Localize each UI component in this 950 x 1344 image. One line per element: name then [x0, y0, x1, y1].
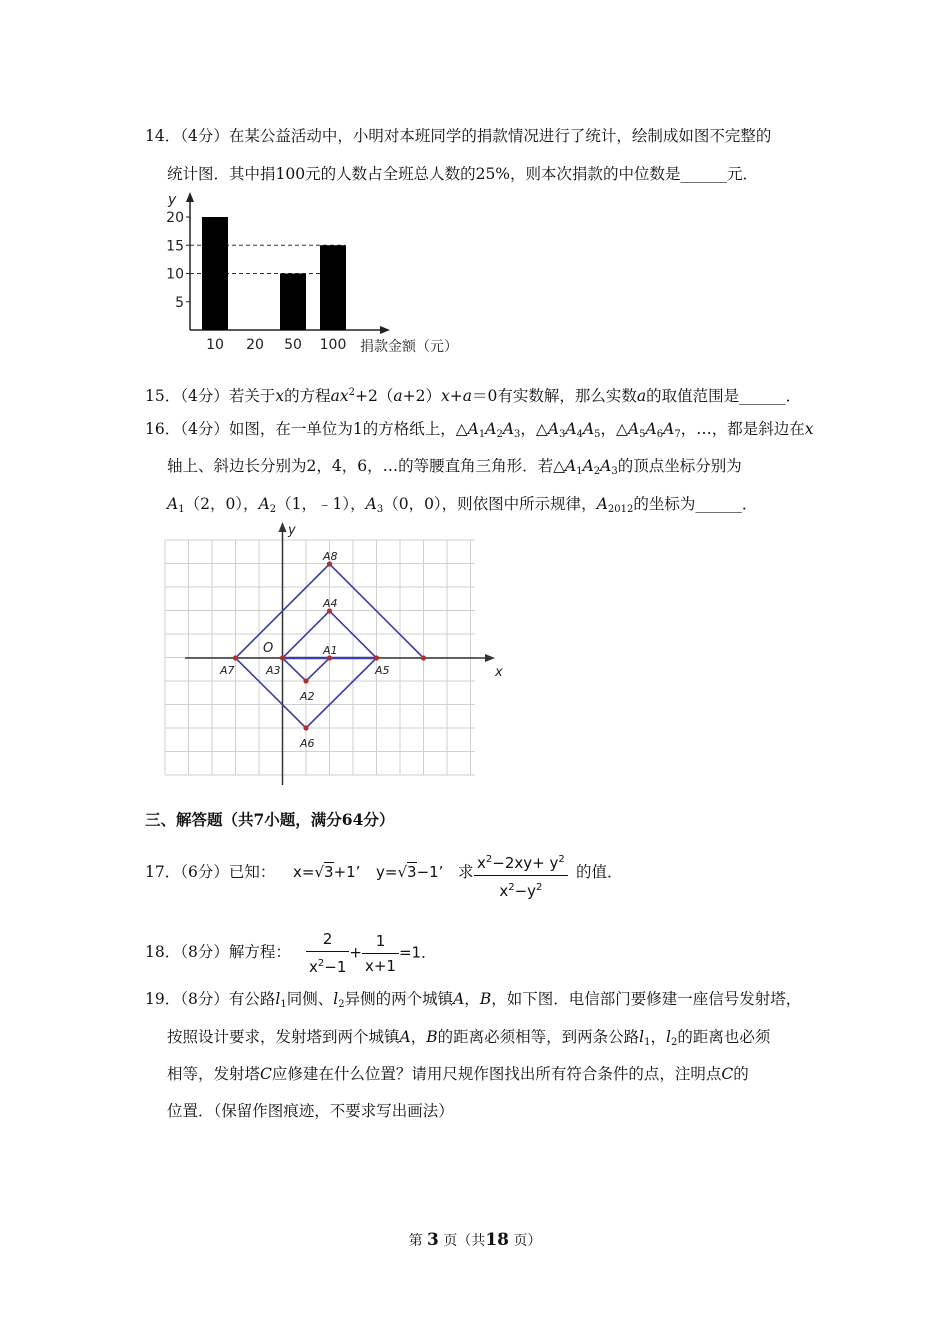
x-axis-label: 捐款金额（元） [360, 339, 458, 355]
q18-equation [306, 927, 436, 979]
q18-score: （8分）解方程： [180, 943, 291, 961]
sqrt-icon: √ [397, 863, 408, 881]
q16-point: A [485, 420, 497, 438]
q16-sub: 3 [611, 466, 618, 477]
q17-text: −1’ [416, 863, 444, 881]
point-a5 [374, 655, 379, 660]
q19-road: l [666, 1028, 671, 1046]
q19-text: 的 [733, 1065, 749, 1083]
q18-plus: + [349, 943, 362, 962]
q16-sub: 2012 [607, 504, 634, 515]
q17-line [145, 862, 275, 882]
q16-sub: 3 [376, 504, 384, 515]
q16-point: A [582, 457, 594, 475]
q17-text: y= [376, 863, 398, 881]
page-number: 3 [427, 1230, 439, 1250]
q15-var-x: x [275, 387, 285, 405]
q17-exponent: 2 [508, 882, 515, 893]
q16-point: A [582, 420, 595, 438]
y-tick-label: 10 [166, 266, 184, 283]
q19-line3 [167, 1064, 749, 1084]
q16-point: A [663, 420, 675, 438]
q17-radicand: 3 [324, 863, 334, 881]
q16-text: ，…，都是斜边在 [680, 420, 805, 438]
origin-label: O [263, 641, 274, 656]
q16-point: A [258, 495, 270, 513]
q19-score: （8分） [180, 990, 229, 1008]
q15-score: （4分） [180, 387, 229, 405]
q16-sub: 7 [674, 429, 681, 440]
q16-text: 的坐标为______． [633, 495, 758, 513]
q17-text: −2xy+ y [492, 854, 559, 872]
label-a2: A2 [300, 690, 315, 703]
q16-line1 [145, 419, 813, 445]
q17-x-expr [293, 862, 360, 882]
q19-text: ，如下图．电信部门要修建一座信号发射塔， [491, 990, 802, 1008]
q16-point: A [565, 457, 577, 475]
point-right-end [421, 655, 426, 660]
q18-f1-numerator: 2 [306, 927, 349, 952]
total-pages: 18 [485, 1230, 509, 1250]
q19-town: A [399, 1028, 411, 1046]
q15-var-a: a [636, 387, 647, 405]
q16-text: 轴上、斜边长分别为2，4，6，…的等腰直角三角形．若△ [167, 457, 566, 475]
q17-fraction [474, 848, 568, 903]
q16-sub: 1 [178, 504, 185, 515]
q17-ask: 求 [458, 863, 474, 881]
label-a7: A7 [220, 664, 235, 677]
footer-text: 第 [408, 1233, 423, 1249]
q19-town: B [426, 1028, 438, 1046]
q16-point: A [565, 420, 577, 438]
q17-score: （6分）已知： [180, 863, 276, 881]
q15-text: 有实数解，那么实数 [497, 387, 637, 405]
q16-sub: 5 [639, 429, 646, 440]
q16-text: ，△ [520, 420, 548, 438]
label-a1: A1 [323, 644, 338, 657]
q15-var-x: x [440, 387, 450, 405]
q16-line2 [167, 456, 742, 482]
q15-var-a: a [393, 387, 403, 405]
q17-exponent: 2 [536, 882, 543, 893]
q19-text: 相等，发射塔 [167, 1065, 261, 1083]
q18-number: 18． [145, 943, 181, 961]
q19-text: 异侧的两个城镇 [344, 990, 454, 1008]
y-axis-arrow-icon [186, 192, 194, 202]
bar-100 [320, 245, 346, 330]
q15-text: +2） [402, 387, 441, 405]
point-a7 [233, 655, 238, 660]
q17-text: +1’ [333, 863, 361, 881]
q19-text: 有公路 [228, 990, 276, 1008]
q16-line3 [167, 494, 757, 520]
q14-number: 14． [145, 127, 181, 145]
q15-var-a: a [462, 387, 472, 405]
q17-text: x [499, 882, 509, 900]
q16-var-x: x [804, 420, 814, 438]
q15-text: +2（ [355, 387, 394, 405]
q18-exponent: 2 [317, 958, 325, 969]
q16-text: （0，0），则依图中所示规律， [383, 495, 597, 513]
q16-point: A [167, 495, 179, 513]
label-a6: A6 [300, 737, 315, 750]
q16-point: A [502, 420, 515, 438]
q15-exponent: 2 [348, 387, 355, 398]
q19-text: 的距离也必须 [677, 1028, 771, 1046]
q16-sub: 2 [593, 466, 601, 477]
label-a3: A3 [266, 664, 281, 677]
q16-sub: 2 [496, 429, 503, 440]
point-a6 [303, 725, 308, 730]
q18-tail: =1． [398, 943, 437, 962]
q15-number: 15． [145, 387, 181, 405]
x-tick-label: 20 [246, 337, 264, 353]
q19-line2: 按照设计要求，发射塔到两个城镇A，B的距离必须相等，到两条公路$l_1$，$l_2$的距离也必须 [167, 1028, 771, 1048]
q16-text: （2，0）， [184, 495, 259, 513]
y-tick-label: 5 [175, 294, 184, 311]
q16-text: ，△ [600, 420, 628, 438]
x-tick-label: 50 [284, 337, 302, 353]
q15-text: 的取值范围是______． [646, 387, 802, 405]
x-axis-arrow-icon [380, 326, 390, 334]
q19-text: 的距离必须相等，到两条公路 [437, 1028, 640, 1046]
q16-point: A [547, 420, 560, 438]
q17-exponent: 2 [485, 854, 493, 865]
q17-numerator [474, 848, 568, 876]
q17-y-expr [376, 862, 443, 882]
q16-sub: 1 [576, 466, 583, 477]
q15-text: 的方程 [284, 387, 331, 405]
triangle-grid-figure [160, 520, 510, 790]
q19-text: 应修建在什么位置？请用尺规作图找出所有符合条件的点，注明点 [271, 1065, 722, 1083]
q16-score: （4分） [180, 420, 229, 438]
page-footer [0, 1230, 950, 1250]
x-tick-label: 100 [319, 337, 347, 353]
q14-score: （4分） [180, 127, 229, 145]
q18-f2-numerator: 1 [362, 929, 399, 954]
q16-sub: 4 [576, 429, 583, 440]
q19-road: l [275, 990, 281, 1008]
q17-tail: 的值． [576, 863, 623, 881]
q17-denominator [474, 876, 568, 903]
q18-f2-denominator: x+1 [364, 956, 396, 975]
label-a4: A4 [323, 597, 338, 610]
q16-sub: 3 [514, 429, 521, 440]
q19-town: A [453, 990, 465, 1008]
q16-text: 的顶点坐标分别为 [617, 457, 742, 475]
q15-text: 若关于 [228, 387, 276, 405]
q14-line1 [145, 126, 771, 146]
x-axis-arrow-icon [485, 654, 495, 662]
q15-text: ＝0 [471, 387, 498, 405]
q17-text: −y [514, 882, 537, 900]
q15-term-ax: ax [330, 387, 349, 405]
q16-text: 如图，在一单位为1的方格纸上，△ [228, 420, 468, 438]
axis-label-y: y [288, 523, 296, 538]
q18-f1-denominator [306, 952, 349, 979]
q18-text: −1 [324, 958, 347, 976]
y-axis-label: y [168, 192, 177, 208]
q19-road: l [639, 1028, 645, 1046]
bar-10 [202, 217, 228, 330]
q16-sub: 5 [594, 429, 601, 440]
q16-point: A [600, 457, 612, 475]
x-tick-label: 10 [206, 337, 224, 353]
q19-point-c: C [721, 1065, 734, 1083]
q18-line [145, 942, 291, 962]
q16-point: A [627, 420, 640, 438]
y-axis-arrow-icon [279, 522, 287, 532]
sqrt-icon: √ [314, 863, 325, 881]
q17-text: x [477, 854, 486, 872]
q16-sub: 1 [478, 429, 486, 440]
footer-text: 页（共 [443, 1233, 486, 1249]
axis-label-x: x [495, 665, 503, 680]
q19-line1: 19．（8分）有公路$l_1$同侧、$l_2$异侧的两个城镇A，B，如下图．电信部门要修建一座信号发射塔， [145, 990, 802, 1010]
q19-text: 按照设计要求，发射塔到两个城镇 [167, 1028, 400, 1046]
q18-text: x [309, 958, 318, 976]
q17-text: x= [293, 863, 315, 881]
point-a3 [280, 655, 285, 660]
q16-text: （1，﹣1）， [276, 495, 366, 513]
footer-text: 页） [513, 1233, 542, 1249]
q19-point-c: C [260, 1065, 272, 1083]
q15-text: + [449, 387, 463, 405]
q17-exponent: 2 [558, 854, 565, 865]
q16-point: A [645, 420, 657, 438]
q14-text: 在某公益活动中，小明对本班同学的捐款情况进行了统计，绘制成如图不完整的 [228, 127, 772, 145]
label-a5: A5 [375, 664, 390, 677]
q16-point: A [596, 495, 608, 513]
q14-line2: 统计图．其中捐100元的人数占全班总人数的25%，则本次捐款的中位数是______元． [167, 165, 759, 183]
bar-50 [280, 274, 306, 331]
q19-town: B [479, 990, 492, 1008]
point-a2 [303, 678, 308, 683]
q16-sub: 6 [656, 429, 664, 440]
q16-sub: 2 [269, 504, 277, 515]
section3-title: 三、解答题（共7小题，满分64分） [145, 810, 395, 829]
q16-point: A [365, 495, 377, 513]
q16-number: 16． [145, 420, 181, 438]
donation-bar-chart [160, 188, 490, 358]
q19-road: l [333, 990, 339, 1008]
q17-radicand: 3 [407, 863, 417, 881]
label-a8: A8 [323, 550, 338, 563]
q19-line4: 位置．（保留作图痕迹，不要求写出画法） [167, 1102, 454, 1120]
q16-sub: 3 [559, 429, 566, 440]
q16-point: A [467, 420, 479, 438]
q15-line [145, 383, 801, 406]
y-tick-label: 20 [166, 210, 184, 226]
y-tick-label: 15 [166, 238, 184, 255]
q17-number: 17． [145, 863, 181, 881]
q19-number: 19． [145, 990, 181, 1008]
q19-text: 同侧、 [286, 990, 334, 1008]
